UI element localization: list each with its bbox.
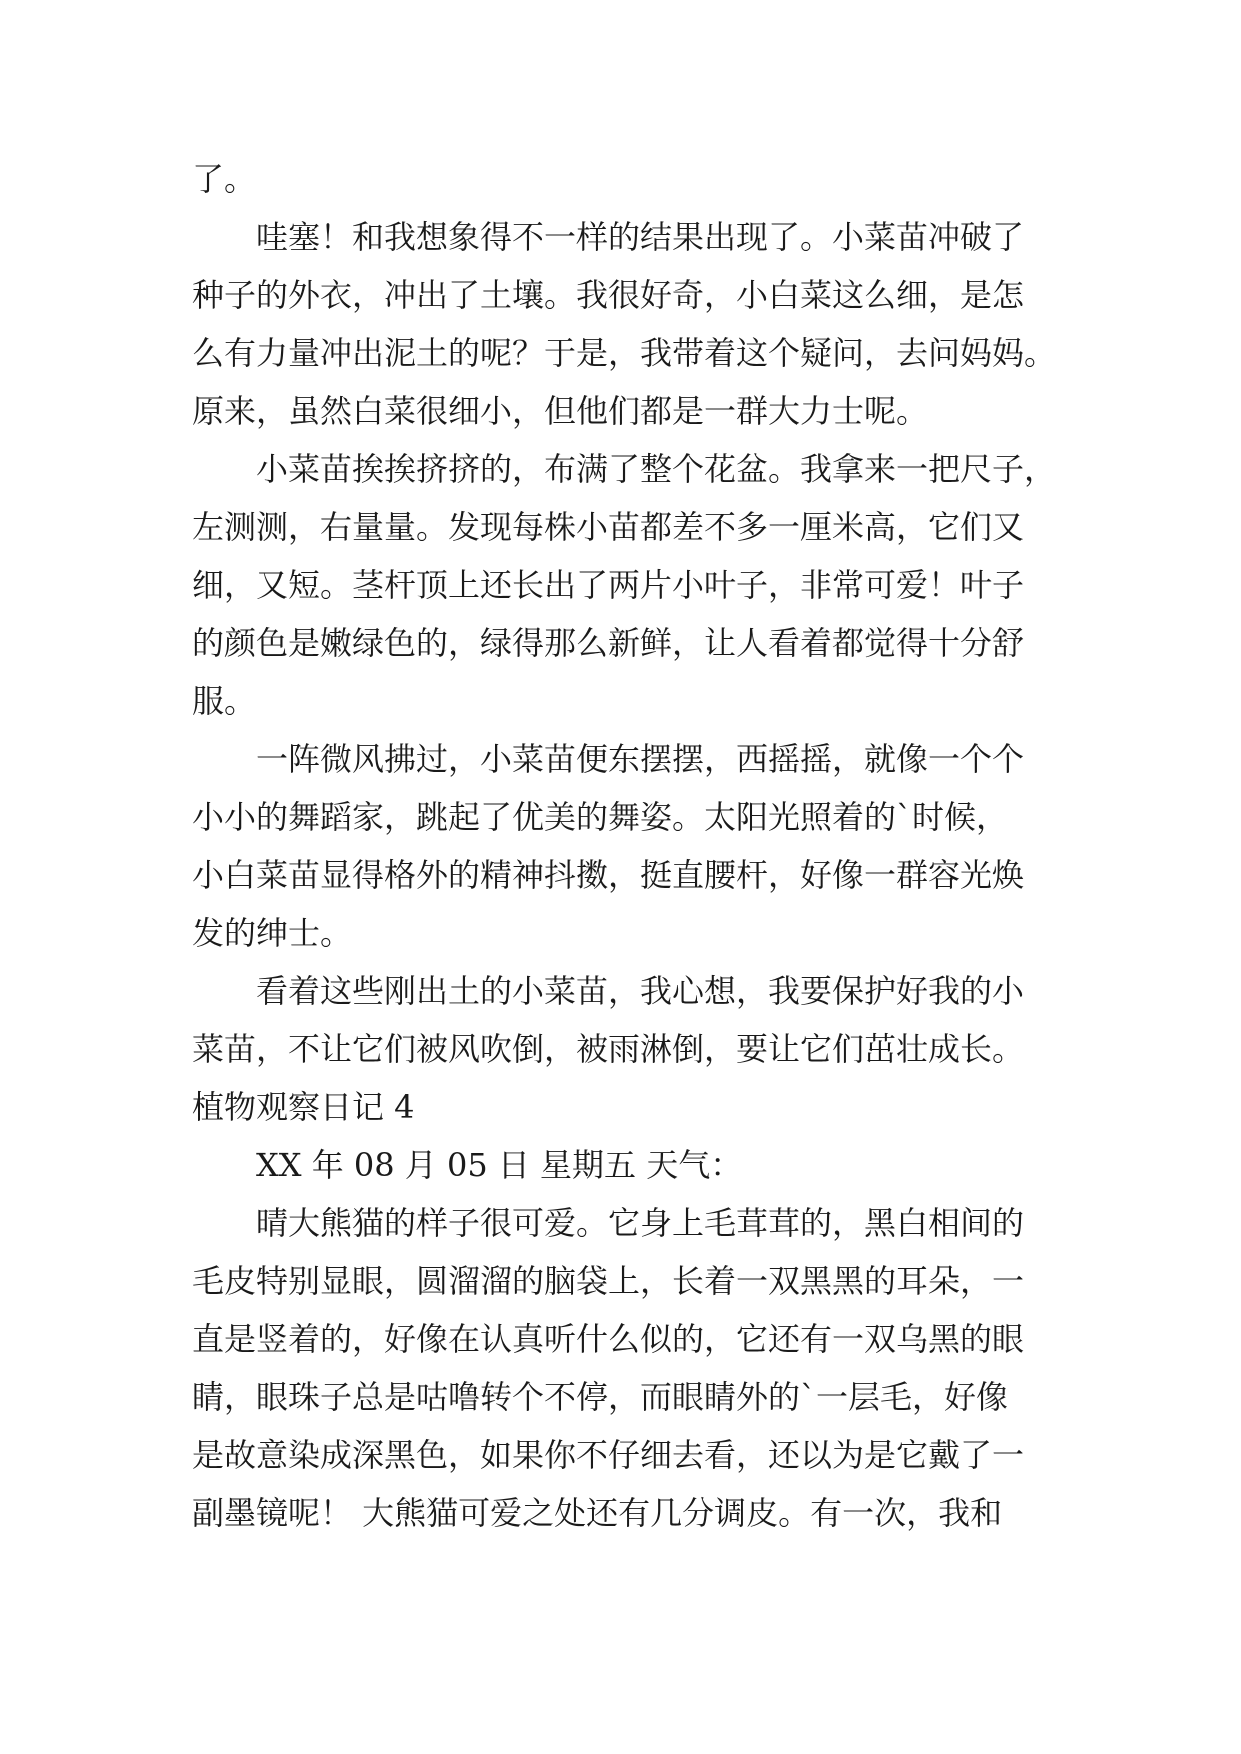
paragraph-start-line: 看着这些刚出土的小菜苗，我心想，我要保护好我的小 [256,972,1025,1010]
section-heading: 植物观察日记 4 [192,1088,415,1126]
text-line: 的颜色是嫩绿色的，绿得那么新鲜，让人看着都觉得十分舒 [192,624,1025,662]
document-body [192,150,1072,1542]
paragraph-start-line: 小菜苗挨挨挤挤的，布满了整个花盆。我拿来一把尺子， [256,450,1057,488]
text-line: 原来，虽然白菜很细小，但他们都是一群大力士呢。 [192,392,929,430]
paragraph-start-line: 哇塞！和我想象得不一样的结果出现了。小菜苗冲破了 [256,218,1025,256]
text-line: 了。 [192,160,257,198]
text-line: 小白菜苗显得格外的精神抖擞，挺直腰杆，好像一群容光焕 [192,856,1025,894]
text-line: 小小的舞蹈家，跳起了优美的舞姿。太阳光照着的`时候， [192,798,1009,836]
text-line: 睛，眼珠子总是咕噜转个不停，而眼睛外的`一层毛，好像 [192,1378,1009,1416]
text-line: 副墨镜呢！ 大熊猫可爱之处还有几分调皮。有一次，我和 [192,1494,1003,1532]
date-weather-line: XX 年 08 月 05 日 星期五 天气： [256,1146,743,1184]
paragraph-start-line: 晴大熊猫的样子很可爱。它身上毛茸茸的，黑白相间的 [256,1204,1025,1242]
text-line: 左测测，右量量。发现每株小苗都差不多一厘米高，它们又 [192,508,1025,546]
paragraph-start-line: 一阵微风拂过，小菜苗便东摆摆，西摇摇，就像一个个 [256,740,1025,778]
text-line: 毛皮特别显眼，圆溜溜的脑袋上，长着一双黑黑的耳朵，一 [192,1262,1025,1300]
text-line: 发的绅士。 [192,914,353,952]
text-line: 是故意染成深黑色，如果你不仔细去看，还以为是它戴了一 [192,1436,1025,1474]
text-line: 直是竖着的，好像在认真听什么似的，它还有一双乌黑的眼 [192,1320,1025,1358]
text-line: 菜苗，不让它们被风吹倒，被雨淋倒，要让它们茁壮成长。 [192,1030,1025,1068]
text-line: 种子的外衣，冲出了土壤。我很好奇，小白菜这么细，是怎 [192,276,1025,314]
text-line: 么有力量冲出泥土的呢？于是，我带着这个疑问，去问妈妈。 [192,334,1057,372]
text-line: 服。 [192,682,257,720]
text-line: 细，又短。茎杆顶上还长出了两片小叶子，非常可爱！叶子 [192,566,1025,604]
